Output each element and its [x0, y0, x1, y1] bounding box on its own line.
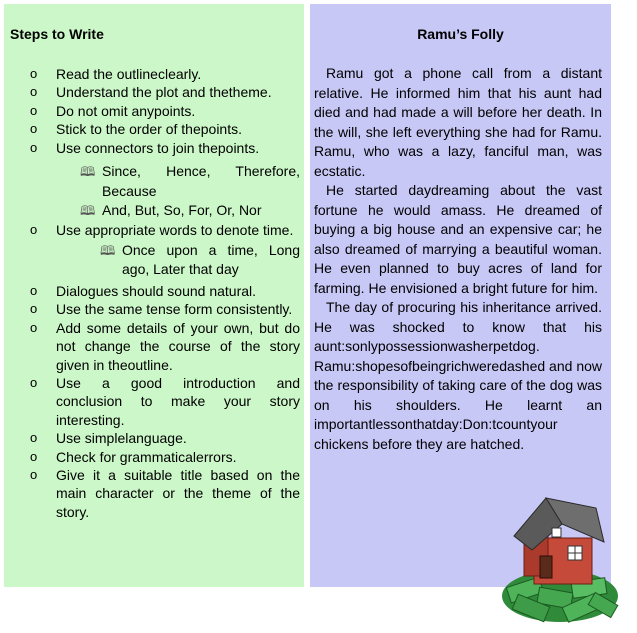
bullet-o-icon: o: [30, 139, 38, 155]
list-item: o Use the same tense form consistently.: [30, 301, 293, 318]
steps-heading: Steps to Write: [10, 26, 104, 42]
bullet-o-icon: o: [30, 282, 38, 298]
list-item: o Read the outlineclearly.: [30, 66, 202, 82]
bullet-o-icon: o: [30, 430, 38, 446]
list-item: o Use connectors to join thepoints. 🕮 Since, Hence, Therefore, Because 🕮 And, But, So, For, Or, Nor: [4, 139, 304, 221]
bullet-o-icon: o: [30, 121, 38, 137]
story-text: [314, 64, 602, 454]
story-paragraph: The day of procuring his inheritance arrived. He was shocked to know that his aunt:sonlypossessionwasherpetdog. Ramu:shopesofbeingrichweredashed and now the responsibility of taking care of the dog was on his shoulders. He learnt an importantlessonthatday:Don:tcountyour chickens before they are hatched.: [314, 299, 602, 452]
book-icon: 🕮: [100, 242, 116, 258]
list-item: o Dialogues should sound natural.: [30, 282, 257, 299]
list-item: o Add some details of your own, but do not change the course of the story given in theoutline.: [30, 319, 300, 373]
book-icon: 🕮: [80, 164, 96, 180]
bullet-o-icon: o: [30, 448, 38, 464]
bullet-o-icon: o: [30, 319, 38, 335]
bullet-o-icon: o: [30, 102, 38, 118]
sub-list-item: 🕮 Since, Hence, Therefore, Because: [80, 163, 300, 199]
steps-panel: [4, 4, 304, 587]
list-item: o Do not omit anypoints.: [30, 102, 196, 119]
list-item: o Use simplelanguage.: [30, 430, 187, 447]
bullet-o-icon: o: [30, 66, 38, 81]
story-paragraph: He started daydreaming about the vast fortune he would amass. He dreamed of buying a big house and an expensive car; he also dreamed of marrying a beautiful woman. He even planned to buy acres of land for farming. He envisioned a bright future for him.: [314, 182, 602, 296]
bullet-o-icon: o: [30, 84, 38, 100]
list-item: o Use appropriate words to denote time. 🕮 Once upon a time, Long ago, Later that day: [4, 221, 304, 282]
list-item: o Give it a suitable title based on the main character or the theme of the story.: [30, 467, 300, 520]
bullet-o-icon: o: [30, 221, 38, 237]
book-icon: 🕮: [80, 203, 96, 219]
list-item: o Understand the plot and thetheme.: [30, 84, 272, 101]
steps-list: [4, 65, 304, 521]
sub-list-item: 🕮 Once upon a time, Long ago, Later that day: [100, 241, 300, 278]
story-paragraph: Ramu got a phone call from a distant relative. He informed him that his aunt had died and had made a will before her death. In the will, she left everything she had for Ramu. Ramu, who was a lazy, fanciful man, was ecstatic.: [314, 65, 602, 179]
bullet-o-icon: o: [30, 374, 38, 390]
story-title: Ramu’s Folly: [417, 26, 504, 42]
list-item: o Use a good introduction and conclusion to make your story interesting.: [30, 374, 300, 428]
house-on-money-icon: [494, 494, 622, 624]
sub-list-item: 🕮 And, But, So, For, Or, Nor: [56, 201, 300, 221]
house: [514, 498, 604, 584]
list-item: o Stick to the order of thepoints.: [30, 121, 242, 138]
bullet-o-icon: o: [30, 301, 38, 317]
bullet-o-icon: o: [30, 467, 38, 482]
list-item: o Check for grammaticalerrors.: [30, 448, 237, 465]
